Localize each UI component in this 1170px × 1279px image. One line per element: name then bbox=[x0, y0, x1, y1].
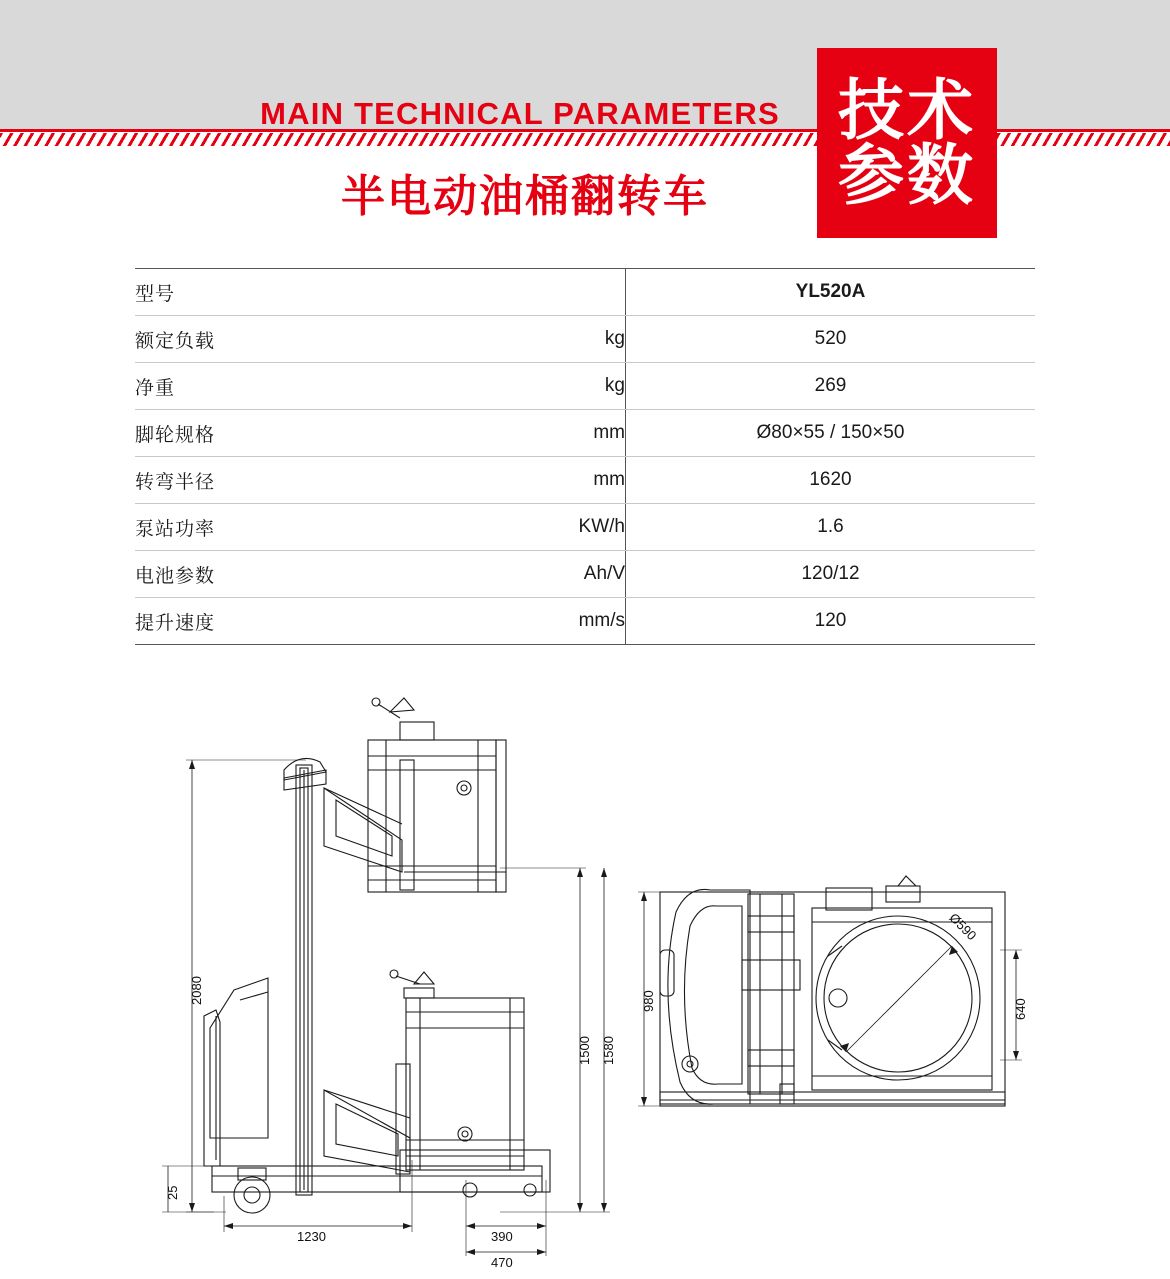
row-unit: mm/s bbox=[405, 598, 626, 645]
row-label: 提升速度 bbox=[135, 598, 405, 645]
dimension-fork-length: 390 bbox=[491, 1229, 513, 1244]
table-row bbox=[135, 551, 1035, 598]
row-label: 脚轮规格 bbox=[135, 410, 405, 457]
row-value: 1.6 bbox=[626, 504, 1036, 551]
row-label: 型号 bbox=[135, 269, 405, 316]
table-row bbox=[135, 598, 1035, 645]
dimension-front-height: 980 bbox=[641, 990, 656, 1012]
chinese-title: 半电动油桶翻转车 bbox=[341, 172, 709, 221]
table-row bbox=[135, 410, 1035, 457]
page-header bbox=[0, 0, 1170, 240]
row-label: 净重 bbox=[135, 363, 405, 410]
specification-table bbox=[135, 268, 1035, 645]
dimension-drum-diameter: Ø590 bbox=[946, 910, 980, 944]
row-label: 转弯半径 bbox=[135, 457, 405, 504]
english-title: MAIN TECHNICAL PARAMETERS bbox=[260, 96, 780, 131]
row-unit: KW/h bbox=[405, 504, 626, 551]
badge-line-1: 技术 bbox=[838, 73, 976, 148]
row-unit bbox=[405, 269, 626, 316]
technical-drawing bbox=[0, 660, 1170, 1274]
dimension-total-height: 2080 bbox=[189, 976, 204, 1005]
table-row bbox=[135, 504, 1035, 551]
drawing-svg bbox=[0, 660, 1170, 1274]
row-unit: Ah/V bbox=[405, 551, 626, 598]
badge-line-2: 参数 bbox=[838, 138, 976, 212]
dimension-base-length: 1230 bbox=[297, 1229, 326, 1244]
dimension-lift-height: 1500 bbox=[577, 1036, 592, 1065]
technical-parameters-badge bbox=[817, 48, 997, 238]
row-value: Ø80×55 / 150×50 bbox=[626, 410, 1036, 457]
dimension-clamp-height: 640 bbox=[1013, 998, 1028, 1020]
row-label: 额定负载 bbox=[135, 316, 405, 363]
row-unit: mm bbox=[405, 410, 626, 457]
row-value: 120 bbox=[626, 598, 1036, 645]
table-row bbox=[135, 457, 1035, 504]
dimension-upper-height: 1580 bbox=[601, 1036, 616, 1065]
row-value: 120/12 bbox=[626, 551, 1036, 598]
table-row bbox=[135, 363, 1035, 410]
row-unit: mm bbox=[405, 457, 626, 504]
row-value: 520 bbox=[626, 316, 1036, 363]
dimension-overall-width: 470 bbox=[491, 1255, 513, 1270]
row-label: 电池参数 bbox=[135, 551, 405, 598]
row-unit: kg bbox=[405, 363, 626, 410]
dimension-ground-clearance: 25 bbox=[165, 1185, 180, 1200]
row-value: 1620 bbox=[626, 457, 1036, 504]
row-value: 269 bbox=[626, 363, 1036, 410]
table-row bbox=[135, 269, 1035, 316]
row-unit: kg bbox=[405, 316, 626, 363]
row-label: 泵站功率 bbox=[135, 504, 405, 551]
row-value: YL520A bbox=[626, 269, 1036, 316]
table-row bbox=[135, 316, 1035, 363]
